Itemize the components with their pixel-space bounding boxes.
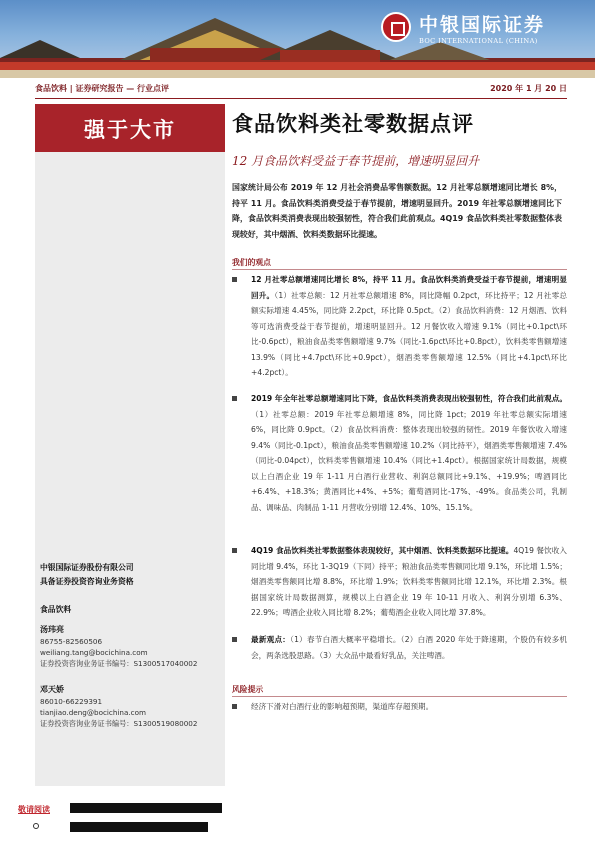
report-meta-row (0, 80, 595, 98)
views-divider (232, 269, 567, 270)
analyst-name: 邓天娇 (40, 685, 64, 694)
report-date: 2020 年 1 月 20 日 (490, 84, 567, 93)
list-item (232, 632, 567, 663)
boc-logo-icon (381, 12, 411, 42)
report-title: 食品饮料类社零数据点评 (232, 111, 474, 136)
rating-box (35, 104, 225, 152)
logo-chinese: 中银国际证券 (419, 14, 546, 36)
footer-link[interactable]: 敬请阅读 (18, 805, 50, 814)
risk-text: 经济下滑对白酒行业的影响超预期，渠道库存超预期。 (251, 702, 434, 711)
sector-label: 食品饮料 (40, 605, 72, 614)
redaction-bar (70, 803, 222, 813)
list-item (232, 391, 567, 515)
list-item (232, 272, 567, 381)
logo-english: BOC INTERNATIONAL (CHINA) (419, 37, 538, 45)
bullet-body: （1）社零总额：2019 年社零总额增速 8%，同比降 1pct；2019 年社零总额实际增速 6%，同比降 0.9pct。（2）食品饮料消费：整体表现出较强的韧性。2019 年餐饮收入增速 9.4%（同比-0.1pct），粮油食品类零售额增速 10.2%（同比持平），烟酒类零售额增速 7.4%（同比-0.04pct），饮料类零售额增速 10.4%（同比+1.4pct）。根据国家统计局数据，规模以上白酒企业 19 年 1-11 月白酒行业营收、利润总额同比+9.1%、+19.9%；啤酒同比+6.4%、+18.3%；黄酒同比+4%、+5%；葡萄酒同比-17%、-49%。食品类公司，乳制品、调味品、肉制品 1-11 月营收分别增 12.4%、10%、15.1%。 (251, 409, 567, 512)
bullet-lead: 12 月社零总额增速同比增长 8%，持平 11 月。食品饮料类消费受益于春节提前，增速明显回升。 (251, 275, 567, 300)
analyst-cert: 证券投资咨询业务证书编号：S1300517040002 (40, 659, 198, 668)
bullet-body: （1）春节白酒大概率平稳增长。（2）白酒 2020 年处于降速期，个股仍有较多机会，两条选股思路。（3）大众品中最看好乳品，关注啤酒。 (251, 635, 568, 660)
page-footer (0, 798, 595, 841)
analyst-phone: 86010-66229391 (40, 697, 103, 706)
bullet-icon (232, 637, 237, 642)
header-banner (0, 0, 595, 78)
bullet-icon (232, 704, 237, 709)
header-divider (35, 98, 567, 99)
views-heading: 我们的观点 (232, 258, 271, 267)
bullet-icon (232, 396, 237, 401)
bullet-icon (232, 548, 237, 553)
qualification: 具备证券投资咨询业务资格 (40, 577, 134, 586)
bullet-icon (232, 277, 237, 282)
list-item (232, 699, 567, 715)
analyst-cert: 证券投资咨询业务证书编号：S1300519080002 (40, 719, 198, 728)
risk-heading: 风险提示 (232, 685, 264, 694)
company-name: 中银国际证券股份有限公司 (40, 563, 134, 572)
bullet-body: （1）社零总额：12 月社零总额增速 8%，同比降幅 0.2pct，环比持平；12 月社零总额实际增速 4.45%，同比降 2.2pct，环比降 0.5pct。（2）食品饮料消费：12 月烟酒、饮料等可选消费受益于春节提前，增速明显回升。12 月餐饮收入增速 9.1%（同比+0.1pct\环比-0.6pct），粮油食品类零售额增速 9.7%（同比-1.6pct\环比+0.8pct），饮料类零售额增速 13.9%（同比+4.7pct\环比+0.9pct），烟酒类零售额增速 12.5%（同比+4.1pct\环比+4.2pct）。 (251, 290, 567, 377)
analyst-phone: 86755-82560506 (40, 637, 103, 646)
report-subtitle: 12 月食品饮料受益于春节提前，增速明显回升 (232, 154, 480, 168)
analyst-email[interactable]: tianjiao.deng@bocichina.com (40, 708, 147, 717)
company-logo (381, 10, 581, 50)
rating-label: 强于大市 (84, 117, 176, 142)
list-item (232, 543, 567, 621)
bullet-lead: 2019 年全年社零总额增速同比下降，食品饮料类消费表现出较强韧性，符合我们此前观点。 (251, 394, 567, 403)
bullet-body: 4Q19 餐饮收入同比增 9.4%，环比 1-3Q19（下同）持平；粮油食品类零售额同比增 9.1%，环比增 1.5%；烟酒类零售额同比增 8.8%，环比增 1.9%；饮料类零售额同比增 12.1%，环比增 2.3%。根据国家统计局数据测算，规模以上白酒企业 19 年 10-11 月收入、利润分别增 6.3%、22.9%；啤酒企业收入同比增 8.2%；葡萄酒企业收入同比增 37.8%。 (251, 546, 567, 617)
footer-circle-icon (33, 823, 39, 829)
analyst-email[interactable]: weiliang.tang@bocichina.com (40, 648, 148, 657)
report-category: 食品饮料 | 证券研究报告 — 行业点评 (35, 84, 170, 93)
analyst-name: 汤玮亮 (40, 625, 64, 634)
bullet-lead: 最新观点： (251, 635, 291, 644)
risk-divider (232, 696, 567, 697)
bullet-lead: 4Q19 食品饮料类社零数据整体表现较好，其中烟酒、饮料类数据环比提速。 (251, 546, 514, 555)
summary-paragraph: 国家统计局公布 2019 年 12 月社会消费品零售额数据。12 月社零总额增速同比增长 8%，持平 11 月。食品饮料类消费受益于春节提前，增速明显回升。2019 年社零总额增速同比下降，食品饮料类消费表现出较强韧性，符合我们此前观点。4Q19 食品饮料类社零数据整体表现较好，其中烟酒、饮料类数据环比提速。 (232, 183, 562, 239)
redaction-bar (70, 822, 208, 832)
